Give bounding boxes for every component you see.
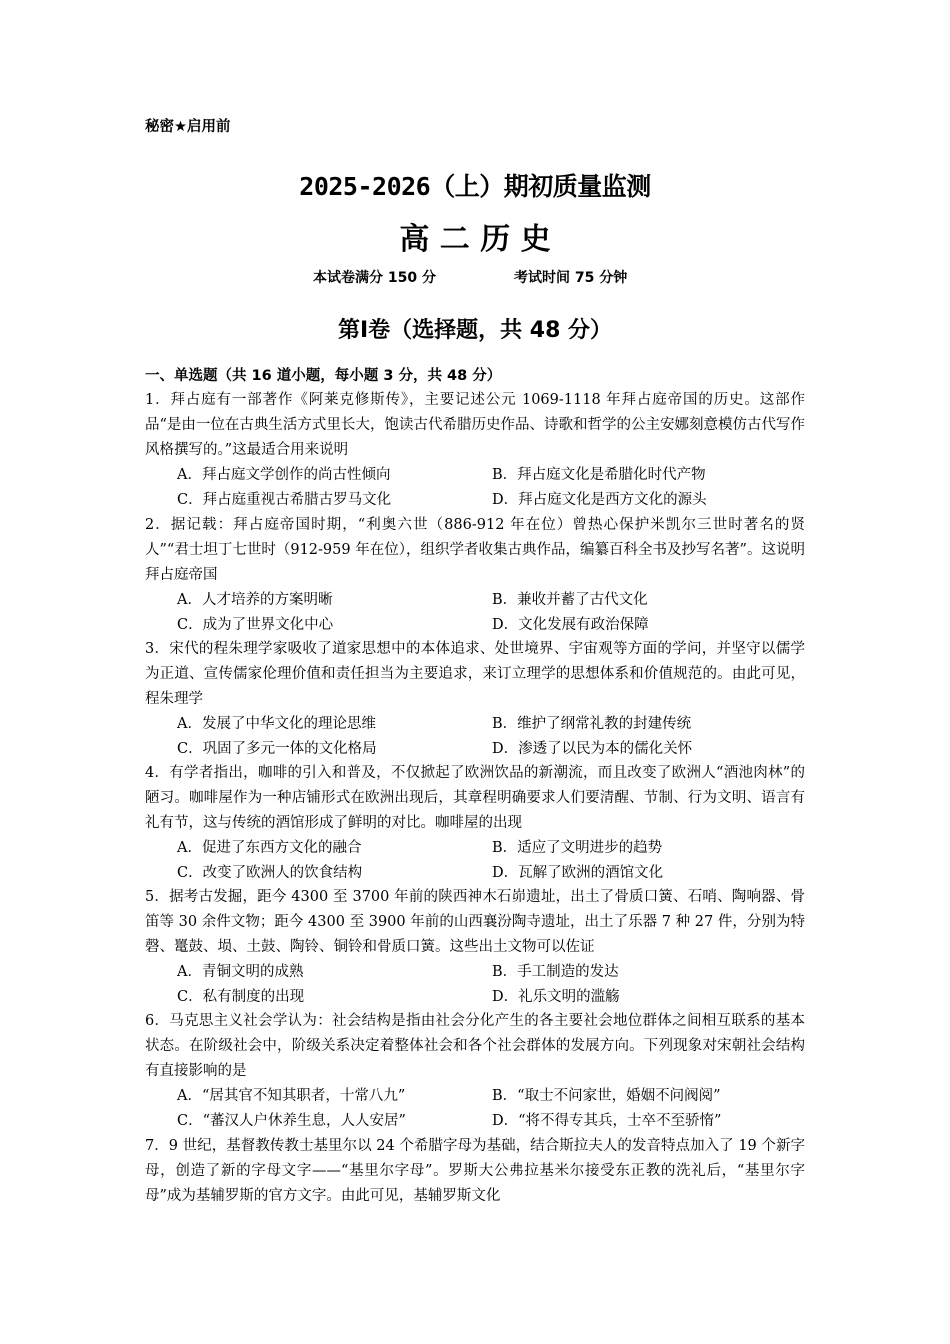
question-5-stem: 5．据考古发掘，距今 4300 至 3700 年前的陕西神木石峁遗址，出土了骨质口簧、石哨、陶响器、骨笛等 30 余件文物；距今 4300 至 3900 年前的山西襄汾陶寺遗址，出土了乐器 7 种 27 件，分别为特磬、鼍鼓、埙、土鼓、陶铃、铜铃和骨质口簧。这些出土文物可以佐证 <box>145 889 805 955</box>
question-6-option-b: B．“取士不问家世，婚姻不问阀阅” <box>492 1088 721 1104</box>
question-5-option-c: C．私有制度的出现 <box>177 989 305 1005</box>
exam-time: 考试时间 75 分钟 <box>514 270 628 286</box>
question-2-stem: 2．据记载：拜占庭帝国时期，“利奥六世（886-912 年在位）曾热心保护米凯尔三世时著名的贤人”“君士坦丁七世时（912-959 年在位），组织学者收集古典作品，编纂百科全书及抄写名著”。这说明拜占庭帝国 <box>145 517 805 583</box>
question-4-option-b: B．适应了文明进步的趋势 <box>492 840 663 856</box>
question-1-option-d: D．拜占庭文化是西方文化的源头 <box>492 492 707 508</box>
question-4-option-d: D．瓦解了欧洲的酒馆文化 <box>492 865 664 881</box>
full-score: 本试卷满分 150 分 <box>313 270 436 286</box>
question-1-option-a: A．拜占庭文学创作的尚古性倾向 <box>177 467 391 483</box>
question-3-option-b: B．维护了纲常礼教的封建传统 <box>492 716 692 732</box>
question-4-option-c: C．改变了欧洲人的饮食结构 <box>177 865 363 881</box>
question-3-stem: 3．宋代的程朱理学家吸收了道家思想中的本体追求、处世境界、宇宙观等方面的学问，并坚守以儒学为正道、宣传儒家伦理价值和责任担当为主要追求，来订立理学的思想体系和价值规范的。由此可见，程朱理学 <box>145 641 805 707</box>
question-6-option-d: D．“将不得专其兵，士卒不至骄惰” <box>492 1113 722 1129</box>
volume-title: 第Ⅰ卷（选择题，共 48 分） <box>337 318 613 343</box>
question-3-option-a: A．发展了中华文化的理论思维 <box>177 716 376 732</box>
question-1-stem: 1．拜占庭有一部著作《阿莱克修斯传》，主要记述公元 1069-1118 年拜占庭帝国的历史。这部作品“是由一位在古典生活方式里长大，饱读古代希腊历史作品、诗歌和哲学的公主安娜刻意模仿古代写作风格撰写的。”这最适合用来说明 <box>145 392 805 458</box>
question-3-option-c: C．巩固了多元一体的文化格局 <box>177 741 377 757</box>
question-7-stem: 7．9 世纪，基督教传教士基里尔以 24 个希腊字母为基础，结合斯拉夫人的发音特点加入了 19 个新字母，创造了新的字母文字——“基里尔字母”。罗斯大公弗拉基米尔接受东正教的洗礼后，“基里尔字母”成为基辅罗斯的官方文字。由此可见，基辅罗斯文化 <box>145 1138 805 1204</box>
section-heading: 一、单选题（共 16 道小题，每小题 3 分，共 48 分） <box>145 368 502 384</box>
question-5-option-b: B．手工制造的发达 <box>492 964 619 980</box>
question-2-option-a: A．人才培养的方案明晰 <box>177 592 333 608</box>
confidential-label: 秘密★启用前 <box>145 119 231 135</box>
subject-title: 高 二 历 史 <box>399 222 551 257</box>
question-5-option-d: D．礼乐文明的滥觞 <box>492 989 620 1005</box>
question-2-option-d: D．文化发展有政治保障 <box>492 617 649 633</box>
exam-title: 2025-2026（上）期初质量监测 <box>299 172 651 201</box>
question-6-option-c: C．“蕃汉人户休养生息，人人安居” <box>177 1113 406 1129</box>
question-1-option-c: C．拜占庭重视古希腊古罗马文化 <box>177 492 392 508</box>
question-4-stem: 4．有学者指出，咖啡的引入和普及，不仅掀起了欧洲饮品的新潮流，而且改变了欧洲人“酒池肉林”的陋习。咖啡屋作为一种店铺形式在欧洲出现后，其章程明确要求人们要清醒、节制、行为文明、语言有礼有节，这与传统的酒馆形成了鲜明的对比。咖啡屋的出现 <box>145 765 805 831</box>
question-1-option-b: B．拜占庭文化是希腊化时代产物 <box>492 467 706 483</box>
question-6-stem: 6．马克思主义社会学认为：社会结构是指由社会分化产生的各主要社会地位群体之间相互联系的基本状态。在阶级社会中，阶级关系决定着整体社会和各个社会群体的发展方向。下列现象对宋朝社会结构有直接影响的是 <box>145 1013 805 1079</box>
question-5-option-a: A．青铜文明的成熟 <box>177 964 304 980</box>
question-2-option-c: C．成为了世界文化中心 <box>177 617 334 633</box>
question-3-option-d: D．渗透了以民为本的儒化关怀 <box>492 741 693 757</box>
question-2-option-b: B．兼收并蓄了古代文化 <box>492 592 648 608</box>
question-4-option-a: A．促进了东西方文化的融合 <box>177 840 362 856</box>
question-6-option-a: A．“居其官不知其职者，十常八九” <box>177 1088 406 1104</box>
